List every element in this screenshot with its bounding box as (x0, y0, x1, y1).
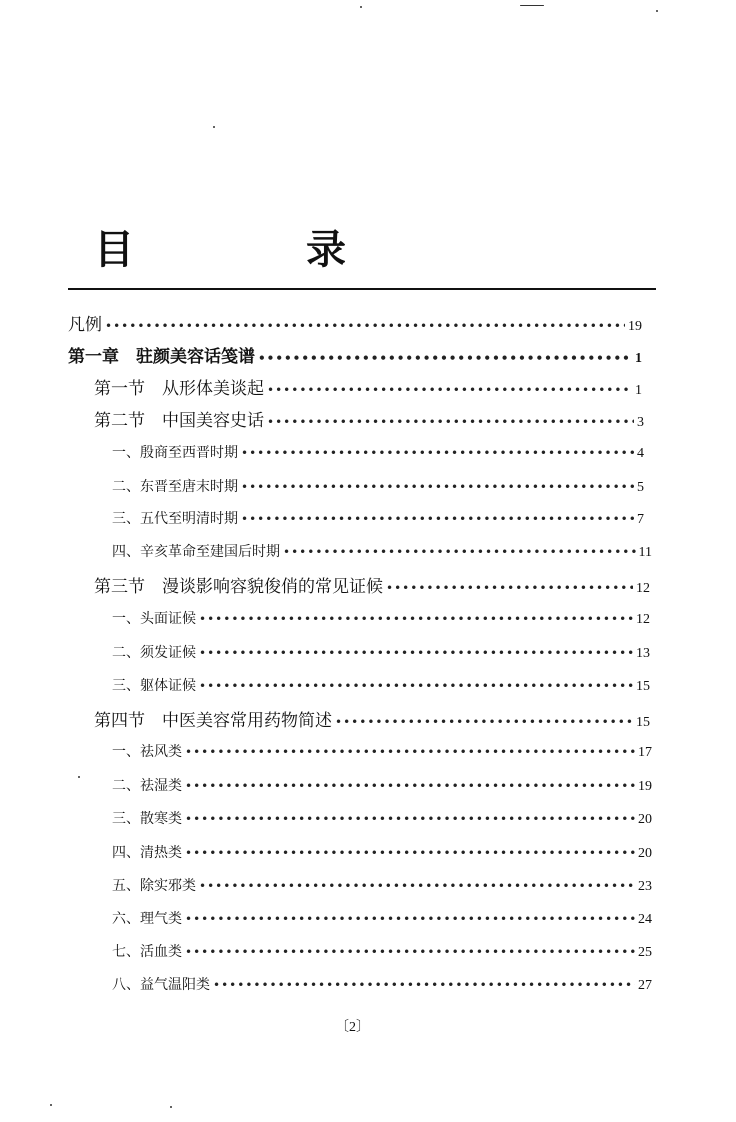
page-title: 目 录 (94, 227, 412, 273)
scan-speck (360, 6, 362, 8)
scan-speck (213, 126, 215, 128)
toc-entry (112, 974, 652, 994)
toc-label: 四、清热类 (112, 845, 182, 861)
toc-page-number: 19 (638, 779, 652, 794)
toc-entry (112, 675, 650, 695)
toc-label: 一、殷商至西晋时期 (112, 445, 238, 461)
dot-leader (213, 978, 635, 992)
toc-page-number: 13 (636, 646, 650, 661)
toc-page-number: 25 (638, 945, 652, 960)
toc-page-number: 12 (636, 581, 650, 596)
dot-leader (283, 545, 636, 559)
dot-leader (185, 846, 635, 860)
toc-entry (68, 310, 642, 335)
toc-label: 第一章 驻颜美容话笺谱 (68, 347, 255, 367)
toc-label: 二、东晋至唐末时期 (112, 479, 238, 495)
toc-entry (112, 875, 652, 895)
toc-page-number: 20 (638, 846, 652, 861)
toc-entry (112, 541, 652, 561)
toc-page-number: 11 (638, 545, 652, 560)
toc-page-number: 7 (637, 512, 644, 527)
toc-label: 一、头面证候 (112, 611, 196, 627)
toc-page-number: 20 (638, 812, 652, 827)
toc-page-number: 27 (638, 978, 652, 993)
scan-speck (656, 10, 658, 12)
toc-page-number: 15 (636, 715, 650, 730)
toc-entry (112, 476, 644, 496)
dot-leader (241, 446, 634, 460)
toc-entry (112, 941, 652, 961)
dot-leader (185, 912, 635, 926)
page-number-footer: 〔2〕 (335, 1020, 370, 1035)
dot-leader (241, 512, 634, 526)
scan-speck (170, 1106, 172, 1108)
dot-leader (258, 351, 632, 365)
toc-label: 六、理气类 (112, 911, 182, 927)
dot-leader (185, 779, 635, 793)
toc-page-number: 15 (636, 679, 650, 694)
dot-leader (335, 715, 633, 729)
dot-leader (185, 812, 635, 826)
toc-label: 第四节 中医美容常用药物简述 (94, 711, 332, 731)
dot-leader (105, 319, 625, 333)
dot-leader (199, 879, 635, 893)
scan-speck (50, 1104, 52, 1106)
title-divider (68, 288, 656, 290)
toc-entry (112, 775, 652, 795)
dot-leader (185, 745, 635, 759)
toc-page-number: 1 (635, 351, 642, 366)
toc-label: 二、祛湿类 (112, 778, 182, 794)
toc-page-number: 4 (637, 446, 644, 461)
toc-entry (112, 608, 650, 628)
toc-page-number: 5 (637, 480, 644, 495)
toc-label: 八、益气温阳类 (112, 977, 210, 993)
toc-entry (94, 706, 650, 731)
toc-entry (112, 808, 652, 828)
toc-entry (94, 374, 642, 399)
scan-speck (78, 776, 80, 778)
toc-label: 凡例 (68, 315, 102, 335)
toc-entry (68, 342, 642, 367)
dot-leader (241, 480, 634, 494)
dot-leader (185, 945, 635, 959)
toc-entry (112, 442, 644, 462)
toc-page-number: 1 (635, 383, 642, 398)
toc-page-number: 17 (638, 745, 652, 760)
toc-page-number: 3 (637, 415, 644, 430)
scan-speck (520, 5, 544, 6)
toc-entry (94, 406, 644, 431)
dot-leader (386, 581, 633, 595)
toc-entry (112, 642, 650, 662)
toc-label: 七、活血类 (112, 944, 182, 960)
toc-page-number: 24 (638, 912, 652, 927)
toc-entry (112, 842, 652, 862)
dot-leader (199, 646, 633, 660)
toc-entry (94, 572, 650, 597)
toc-label: 第三节 漫谈影响容貌俊俏的常见证候 (94, 577, 383, 597)
toc-label: 一、祛风类 (112, 744, 182, 760)
toc-entry (112, 908, 652, 928)
toc-label: 三、躯体证候 (112, 678, 196, 694)
toc-label: 四、辛亥革命至建国后时期 (112, 544, 280, 560)
toc-label: 三、散寒类 (112, 811, 182, 827)
toc-label: 三、五代至明清时期 (112, 511, 238, 527)
dot-leader (267, 415, 634, 429)
dot-leader (199, 612, 633, 626)
toc-entry (112, 508, 644, 528)
toc-page-number: 19 (628, 319, 642, 334)
dot-leader (199, 679, 633, 693)
toc-label: 第一节 从形体美谈起 (94, 379, 264, 399)
toc-page-number: 12 (636, 612, 650, 627)
toc-label: 二、须发证候 (112, 645, 196, 661)
dot-leader (267, 383, 632, 397)
toc-label: 五、除实邪类 (112, 878, 196, 894)
toc-entry (112, 741, 652, 761)
toc-page-number: 23 (638, 879, 652, 894)
toc-label: 第二节 中国美容史话 (94, 411, 264, 431)
